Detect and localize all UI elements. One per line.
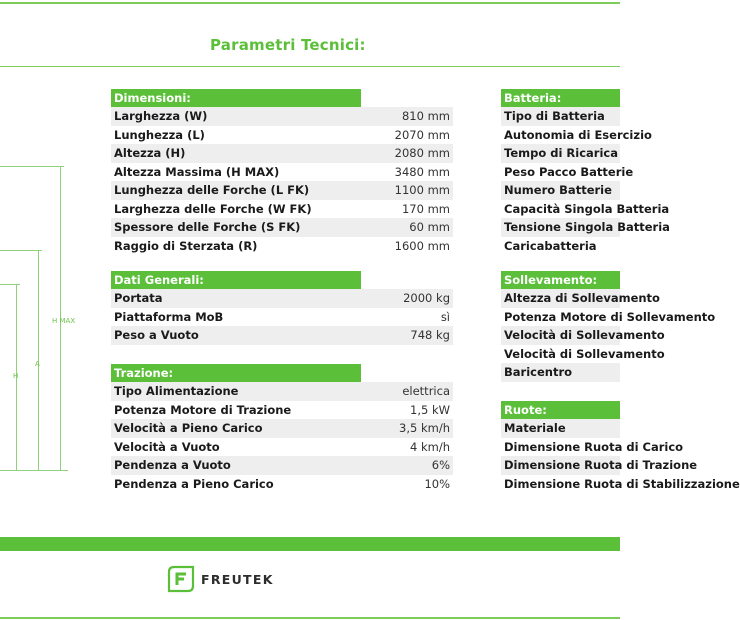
row-label: Dimensione Ruota di Carico — [501, 438, 620, 457]
page-title: Parametri Tecnici: — [210, 36, 366, 54]
row-label: Tipo di Batteria — [501, 107, 620, 126]
table-row — [501, 181, 620, 200]
row-value: 10% — [363, 475, 453, 494]
bottom-divider — [0, 617, 620, 619]
row-label: Altezza Massima (H MAX) — [111, 163, 363, 182]
hmax-top-tick — [0, 166, 64, 167]
table-row — [501, 326, 665, 345]
table-row — [501, 438, 684, 457]
table-row — [111, 456, 453, 475]
row-label: Caricabatteria — [501, 237, 620, 256]
section-sollevamento — [501, 271, 716, 382]
section-header: Batteria: — [501, 89, 620, 107]
brand-name: FREUTEK — [201, 571, 274, 587]
section-header: Trazione: — [111, 364, 361, 382]
a-label: A — [35, 360, 40, 368]
row-label: Tempo di Ricarica — [501, 144, 620, 163]
row-label: Larghezza (W) — [111, 107, 363, 126]
table-row — [111, 401, 453, 420]
row-value: 748 kg — [363, 326, 453, 345]
row-label: Peso a Vuoto — [111, 326, 363, 345]
table-row — [501, 126, 652, 145]
row-value: 60 mm — [363, 218, 453, 237]
table-row — [501, 345, 665, 364]
table-row — [501, 218, 670, 237]
table-row — [111, 382, 453, 401]
row-value: 810 mm — [363, 107, 453, 126]
row-label: Velocità di Sollevamento — [501, 345, 620, 364]
row-label: Tipo Alimentazione — [111, 382, 363, 401]
section-trazione — [111, 364, 453, 493]
row-label: Raggio di Sterzata (R) — [111, 237, 363, 256]
row-label: Lunghezza delle Forche (L FK) — [111, 181, 363, 200]
dimension-diagram — [0, 0, 110, 520]
row-label: Pendenza a Vuoto — [111, 456, 363, 475]
row-label: Velocità a Pieno Carico — [111, 419, 363, 438]
h-label: H — [13, 372, 19, 380]
row-label: Larghezza delle Forche (W FK) — [111, 200, 363, 219]
row-label: Materiale — [501, 419, 620, 438]
table-row — [501, 237, 620, 256]
row-label: Pendenza a Pieno Carico — [111, 475, 363, 494]
row-label: Numero Batterie — [501, 181, 620, 200]
table-row — [111, 438, 453, 457]
table-row — [501, 308, 716, 327]
row-value: 170 mm — [363, 200, 453, 219]
footer-bar — [0, 537, 620, 551]
row-label: Potenza Motore di Sollevamento — [501, 308, 620, 327]
table-row — [111, 144, 453, 163]
h-top-tick — [0, 284, 20, 285]
row-value: 3480 mm — [363, 163, 453, 182]
row-value: 3,5 km/h — [363, 419, 453, 438]
row-label: Potenza Motore di Trazione — [111, 401, 363, 420]
section-header: Sollevamento: — [501, 271, 620, 289]
section-ruote — [501, 401, 740, 493]
section-header: Dimensioni: — [111, 89, 361, 107]
table-row — [501, 107, 620, 126]
row-label: Lunghezza (L) — [111, 126, 363, 145]
table-row — [501, 200, 670, 219]
table-row — [501, 419, 620, 438]
table-row — [501, 163, 634, 182]
table-row — [111, 126, 453, 145]
table-row — [111, 308, 453, 327]
table-row — [501, 289, 660, 308]
table-row — [111, 326, 453, 345]
row-label: Velocità di Sollevamento — [501, 326, 620, 345]
freutek-logo-icon — [168, 566, 194, 592]
row-value: 6% — [363, 456, 453, 475]
row-value: 4 km/h — [363, 438, 453, 457]
row-label: Altezza (H) — [111, 144, 363, 163]
row-value: 2000 kg — [363, 289, 453, 308]
row-label: Piattaforma MoB — [111, 308, 363, 327]
table-row — [501, 456, 698, 475]
row-label: Spessore delle Forche (S FK) — [111, 218, 363, 237]
brand-logo — [168, 566, 274, 592]
row-value: elettrica — [363, 382, 453, 401]
section-header: Dati Generali: — [111, 271, 361, 289]
row-label: Peso Pacco Batterie — [501, 163, 620, 182]
row-value: 1,5 kW — [363, 401, 453, 420]
row-value: 2080 mm — [363, 144, 453, 163]
table-row — [111, 181, 453, 200]
row-label: Velocità a Vuoto — [111, 438, 363, 457]
table-row — [111, 107, 453, 126]
row-value: 1600 mm — [363, 237, 453, 256]
row-label: Autonomia di Esercizio — [501, 126, 620, 145]
section-batteria — [501, 89, 670, 255]
table-row — [111, 237, 453, 256]
table-row — [111, 419, 453, 438]
row-label: Portata — [111, 289, 363, 308]
table-row — [111, 218, 453, 237]
table-row — [501, 475, 740, 494]
row-value: sì — [363, 308, 453, 327]
section-dimensioni — [111, 89, 453, 255]
table-row — [111, 200, 453, 219]
row-label: Altezza di Sollevamento — [501, 289, 620, 308]
section-dati-generali — [111, 271, 453, 345]
table-row — [501, 144, 620, 163]
table-row — [111, 475, 453, 494]
row-label: Capacità Singola Batteria — [501, 200, 620, 219]
row-value: 1100 mm — [363, 181, 453, 200]
table-row — [111, 163, 453, 182]
ground-line — [0, 470, 68, 471]
row-label: Dimensione Ruota di Trazione — [501, 456, 620, 475]
hmax-label: H MAX — [52, 317, 76, 325]
table-row — [111, 289, 453, 308]
table-row — [501, 363, 620, 382]
a-top-tick — [0, 250, 42, 251]
row-label: Tensione Singola Batteria — [501, 218, 620, 237]
row-label: Baricentro — [501, 363, 620, 382]
section-header: Ruote: — [501, 401, 620, 419]
row-label: Dimensione Ruota di Stabilizzazione — [501, 475, 620, 494]
row-value: 2070 mm — [363, 126, 453, 145]
